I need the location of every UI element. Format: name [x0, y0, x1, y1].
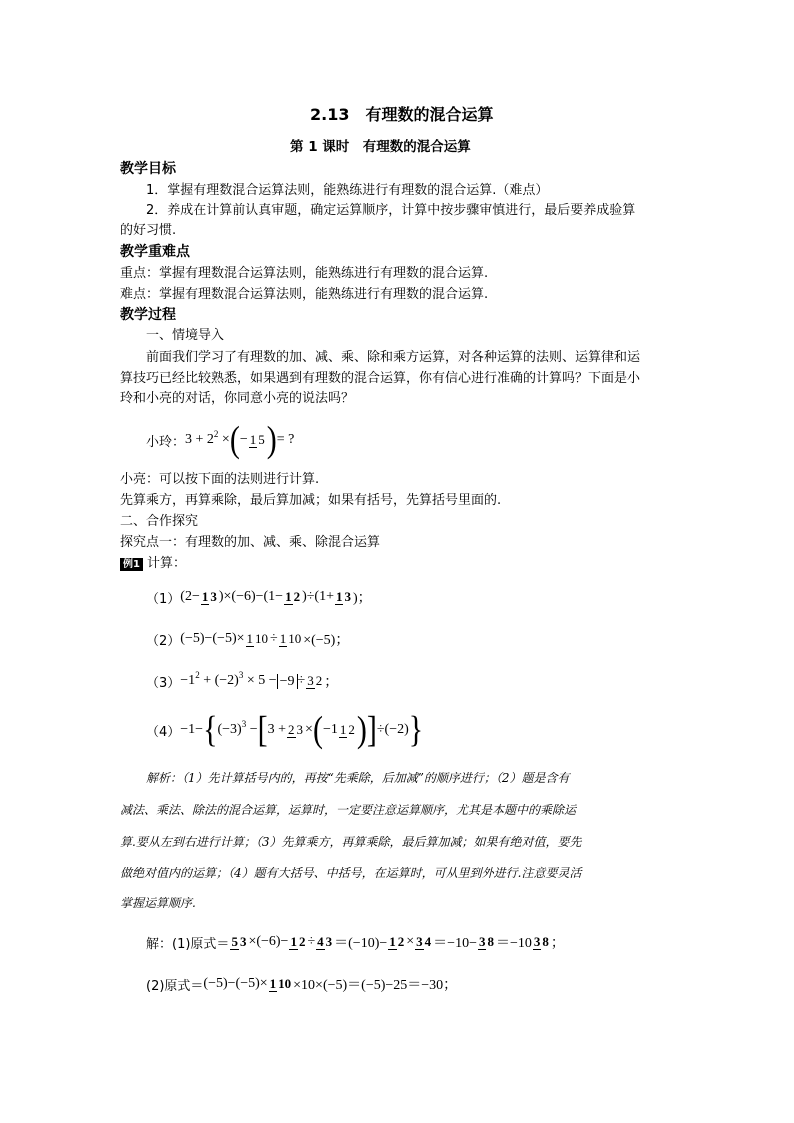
- difficult-point: 难点：掌握有理数混合运算法则，能熟练进行有理数的混合运算.: [120, 287, 489, 302]
- right-brace-icon: }: [408, 708, 424, 750]
- solution-1: 解： (1)原式＝ 5 3 ×(−6)− 1 2 ÷ 4 3 ＝(−10)− 1 2 × 3 4 ＝−10− 3 8 ＝−10 3 8 ；: [146, 934, 565, 952]
- exercise-4: （4） −1− { $(-3)^3$ − [ 3 + 2 3 × ( −1 1 2 ) ] ÷(−2) }: [146, 708, 424, 750]
- analysis-line-1: 解析：（1）先计算括号内的，再按“先乘除，后加减”的顺序进行；（2）题是含有: [146, 771, 570, 785]
- goal-2-line-1: 2．养成在计算前认真审题，确定运算顺序，计算中按步骤审慎进行，最后要养成验算: [146, 203, 636, 218]
- explore-point-1: 探究点一：有理数的加、减、乘、除混合运算: [120, 535, 381, 550]
- example-line: [120, 555, 186, 573]
- absolute-value: −9: [277, 674, 298, 689]
- exercise-3: （3） $-1^2 + (-2)^3 \times 5$ − −9 ÷ 3 2 ；: [146, 670, 339, 691]
- part-1-heading: 一、情境导入: [146, 328, 225, 343]
- part-2-heading: 二、合作探究: [120, 514, 199, 529]
- solution-2-label: (2)原式＝: [146, 978, 204, 994]
- exercise-4-label: （4）: [146, 724, 181, 740]
- intro-line-2: 算技巧已经比较熟悉，如果遇到有理数的混合运算，你有信心进行准确的计算吗？下面是小: [120, 371, 641, 386]
- intro-line-1: 前面我们学习了有理数的加、减、乘、除和乘方运算，对各种运算的法则、运算律和运: [146, 350, 641, 365]
- process-heading: 教学过程: [120, 307, 176, 323]
- solution-1-label: (1)原式＝: [172, 936, 230, 952]
- solution-2: (2)原式＝ (−5)−(−5)× 1 10 ×10×(−5)＝(−5)−25＝−30；: [146, 976, 458, 994]
- example-label: 计算：: [146, 556, 186, 571]
- xiaoling-label: 小玲：: [146, 434, 186, 450]
- exercise-3-label: （3）: [146, 675, 181, 691]
- key-point: 重点：掌握有理数混合运算法则，能熟练进行有理数的混合运算.: [120, 266, 489, 281]
- xiaoling-question: 小玲： $3 + 2^2$ × ( − 1 5 ) = ?: [146, 418, 295, 460]
- left-paren-icon: (: [229, 418, 240, 460]
- left-bracket-icon: [: [257, 708, 268, 750]
- formula-xiaoling: $3 + 2^2$ ×: [185, 429, 230, 447]
- xiaoliang-line-1: 小亮：可以按下面的法则进行计算.: [120, 472, 320, 487]
- analysis-line-5: 掌握运算顺序.: [120, 896, 196, 910]
- goal-1: 1．掌握有理数混合运算法则，能熟练进行有理数的混合运算.（难点）: [146, 183, 549, 198]
- keypoints-heading: 教学重难点: [120, 244, 190, 260]
- right-paren-icon: ): [266, 418, 277, 460]
- exercise-2: （2） (−5)−(−5)× 1 10 ÷ 1 10 ×(−5)；: [146, 631, 350, 649]
- goal-2-line-2: 的好习惯.: [120, 223, 177, 238]
- left-brace-icon: {: [203, 708, 218, 750]
- exercise-1-label: （1）: [146, 591, 181, 607]
- analysis-line-2: 减法、乘法、除法的混合运算，运算时，一定要注意运算顺序，尤其是本题中的乘除运: [120, 803, 577, 817]
- intro-line-3: 玲和小亮的对话，你同意小亮的说法吗？: [120, 391, 355, 406]
- analysis-line-4: 做绝对值内的运算；（4）题有大括号、中括号，在运算时，可从里到外进行.注意要灵活: [120, 866, 582, 880]
- exercise-1: （1） (2− 1 3 )×(−6)−(1− 1 2 )÷(1+ 1 3 )；: [146, 589, 372, 607]
- solution-label: 解：: [146, 936, 173, 952]
- fraction-one-fifth: 1 5: [249, 432, 265, 447]
- lesson-subtitle: 第 1 课时 有理数的混合运算: [290, 139, 471, 155]
- page-title: 2.13 有理数的混合运算: [310, 105, 494, 124]
- right-bracket-icon: ]: [366, 708, 377, 750]
- analysis-line-3: 算.要从左到右进行计算；（3）先算乘方，再算乘除，最后算加减；如果有绝对值，要先: [120, 835, 582, 849]
- xiaoliang-line-2: 先算乘方，再算乘除，最后算加减；如果有括号，先算括号里面的.: [120, 493, 502, 508]
- example-badge: 例1: [120, 558, 143, 571]
- goals-heading: 教学目标: [120, 161, 176, 177]
- exercise-2-label: （2）: [146, 633, 181, 649]
